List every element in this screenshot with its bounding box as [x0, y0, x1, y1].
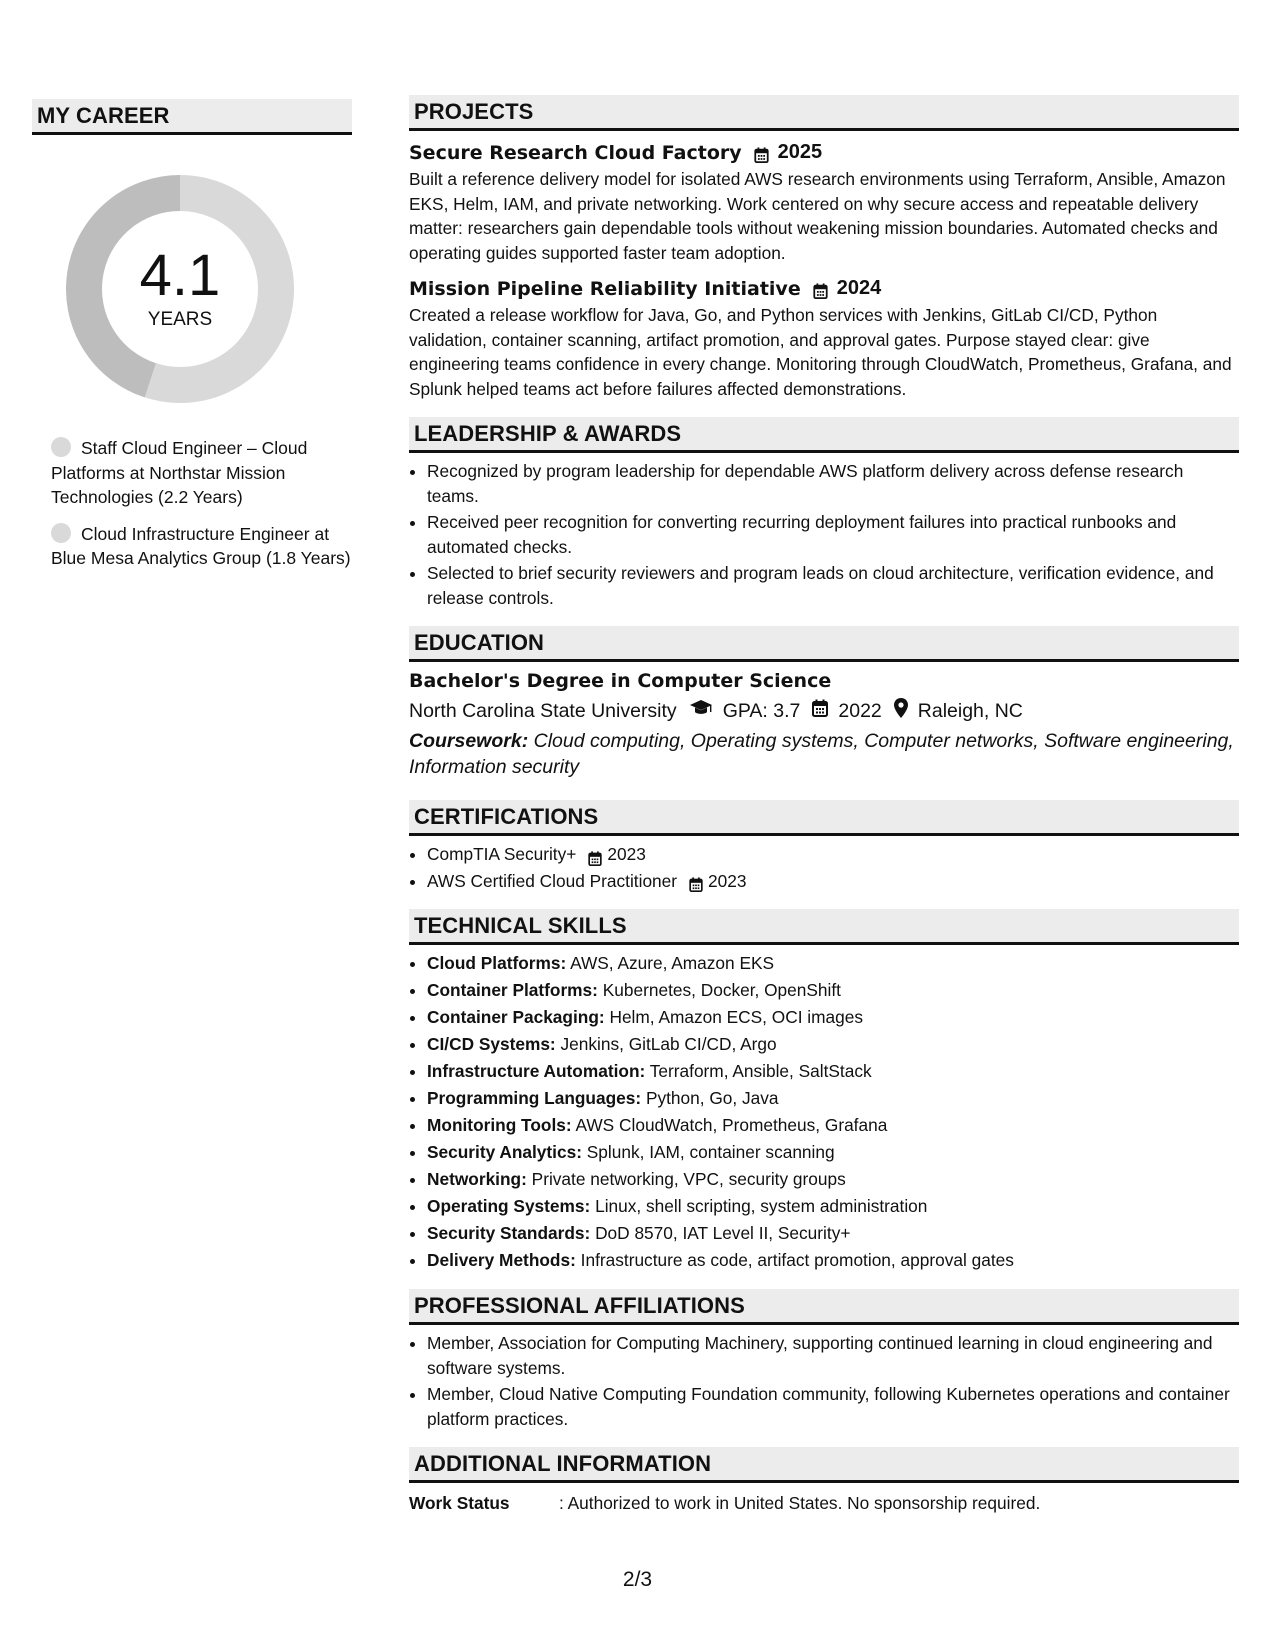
certifications-heading: CERTIFICATIONS [409, 800, 1239, 836]
skill-label: Monitoring Tools: [427, 1115, 572, 1135]
graduation-cap-icon [689, 699, 713, 723]
career-item [32, 522, 352, 571]
affiliations-heading: PROFESSIONAL AFFILIATIONS [409, 1289, 1239, 1325]
skill-value: AWS CloudWatch, Prometheus, Grafana [575, 1115, 888, 1135]
skill-item [427, 1086, 1239, 1111]
calendar-icon [754, 146, 769, 162]
skill-value: Terraform, Ansible, SaltStack [649, 1061, 872, 1081]
affiliations-list [409, 1331, 1239, 1431]
leadership-heading: LEADERSHIP & AWARDS [409, 417, 1239, 453]
skills-heading: TECHNICAL SKILLS [409, 909, 1239, 945]
school-location: Raleigh, NC [917, 699, 1023, 722]
career-item-text: Cloud Infrastructure Engineer at Blue Mesa Analytics Group (1.8 Years) [51, 523, 351, 568]
cert-name: • AWS Certified Cloud Practitioner [427, 870, 678, 891]
skill-label: Security Analytics: [427, 1142, 582, 1162]
list-item: • Received peer recognition for converting recurring deployment failures into practical runbooks and automated checks. [427, 510, 1239, 559]
skill-item [427, 1059, 1239, 1084]
skill-label: Infrastructure Automation: [427, 1061, 646, 1081]
skill-value: Kubernetes, Docker, OpenShift [602, 980, 841, 1000]
skill-label: Cloud Platforms: [427, 953, 567, 973]
calendar-icon [588, 848, 602, 863]
list-item: • Member, Association for Computing Machinery, supporting continued learning in cloud engineering and software systems. [427, 1331, 1239, 1380]
skill-label: CI/CD Systems: [427, 1034, 556, 1054]
page-number: 2/3 [622, 1568, 653, 1591]
skills-list [409, 951, 1239, 1273]
list-item [427, 842, 1239, 867]
school-name: North Carolina State University [409, 699, 677, 722]
skill-value: Python, Go, Java [645, 1088, 779, 1108]
skill-label: Operating Systems: [427, 1196, 591, 1216]
skill-item [427, 1140, 1239, 1165]
projects-heading: PROJECTS [409, 95, 1239, 131]
skill-value: AWS, Azure, Amazon EKS [570, 953, 775, 973]
coursework-text: Cloud computing, Operating systems, Computer networks, Software engineering, Information security [409, 730, 1234, 778]
education-details [409, 698, 1239, 724]
work-status-value: : Authorized to work in United States. No sponsorship required. [559, 1493, 1041, 1513]
work-status-label: Work Status [409, 1493, 510, 1513]
project-description: Created a release workflow for Java, Go, and Python services with Jenkins, GitLab CI/CD, Python validation, container scanning, artifact promotion, and approval gates. Purpose stayed clear: give engineering teams confidence in every change. Monitoring through CloudWatch, Prometheus, Grafana, and Splunk helped teams act before failures affected demonstrations. [409, 305, 1232, 399]
skill-label: Container Platforms: [427, 980, 598, 1000]
coursework [409, 728, 1239, 780]
career-heading: MY CAREER [32, 99, 352, 135]
project-item [409, 277, 1239, 401]
skill-item [427, 1194, 1239, 1219]
career-sidebar [32, 99, 352, 571]
additional-heading: ADDITIONAL INFORMATION [409, 1447, 1239, 1483]
legend-dot [51, 437, 71, 457]
skill-value: DoD 8570, IAT Level II, Security+ [595, 1223, 851, 1243]
career-list [32, 436, 352, 571]
work-status-row [409, 1493, 1239, 1514]
cert-year: 2023 [708, 870, 747, 891]
career-item [32, 436, 352, 510]
skill-item [427, 1005, 1239, 1030]
calendar-icon [812, 699, 828, 723]
gpa: GPA: 3.7 [722, 699, 801, 722]
education-heading: EDUCATION [409, 626, 1239, 662]
leadership-list [409, 459, 1239, 610]
project-year: 2025 [777, 141, 823, 163]
project-title: Mission Pipeline Reliability Initiative [409, 277, 801, 300]
total-years-unit: YEARS [147, 309, 213, 330]
skill-item [427, 1248, 1239, 1273]
main-column [409, 95, 1239, 1514]
calendar-icon [813, 282, 828, 298]
list-item: • Selected to brief security reviewers and program leads on cloud architecture, verification evidence, and release controls. [427, 561, 1239, 610]
project-title: Secure Research Cloud Factory [409, 141, 742, 164]
total-years-value: 4.1 [139, 243, 221, 308]
donut-center [66, 175, 294, 403]
degree-title: Bachelor's Degree in Computer Science [409, 670, 832, 692]
skill-label: Container Packaging: [427, 1007, 605, 1027]
project-year: 2024 [836, 277, 882, 299]
coursework-label: Coursework: [409, 730, 529, 752]
skill-label: Security Standards: [427, 1223, 591, 1243]
skill-item [427, 978, 1239, 1003]
skill-value: Infrastructure as code, artifact promotion, approval gates [580, 1250, 1014, 1270]
career-item-text: Staff Cloud Engineer – Cloud Platforms at Northstar Mission Technologies (2.2 Years) [51, 438, 308, 507]
skill-item [427, 951, 1239, 976]
cert-year: 2023 [607, 844, 646, 864]
location-pin-icon [894, 698, 908, 724]
project-item [409, 141, 1239, 265]
skill-label: Networking: [427, 1169, 527, 1189]
certifications-list [409, 842, 1239, 893]
project-title-row [409, 277, 1239, 300]
career-donut-chart [66, 175, 294, 403]
graduation-year: 2022 [838, 699, 882, 722]
skill-item [427, 1167, 1239, 1192]
skill-item [427, 1113, 1239, 1138]
project-description: Built a reference delivery model for isolated AWS research environments using Terraform, Ansible, Amazon EKS, Helm, IAM, and private networking. Work centered on why secure access and repeatable delivery matter: researchers gain dependable tools without weakening mission boundaries. Automated checks and operating guides supported faster team adoption. [409, 169, 1226, 263]
calendar-icon [689, 874, 703, 889]
cert-name: • CompTIA Security+ [427, 844, 577, 864]
skill-item [427, 1221, 1239, 1246]
project-title-row [409, 141, 1239, 164]
skill-item [427, 1032, 1239, 1057]
legend-dot [51, 523, 71, 543]
skill-value: Linux, shell scripting, system administration [595, 1196, 928, 1216]
skill-value: Splunk, IAM, container scanning [586, 1142, 835, 1162]
skill-label: Delivery Methods: [427, 1250, 576, 1270]
skill-label: Programming Languages: [427, 1088, 642, 1108]
list-item: • Member, Cloud Native Computing Foundation community, following Kubernetes operations and container platform practices. [427, 1382, 1239, 1431]
skill-value: Jenkins, GitLab CI/CD, Argo [560, 1034, 777, 1054]
list-item [427, 869, 1239, 894]
skill-value: Helm, Amazon ECS, OCI images [609, 1007, 864, 1027]
list-item: • Recognized by program leadership for dependable AWS platform delivery across defense research teams. [427, 459, 1239, 508]
skill-value: Private networking, VPC, security groups [531, 1169, 846, 1189]
